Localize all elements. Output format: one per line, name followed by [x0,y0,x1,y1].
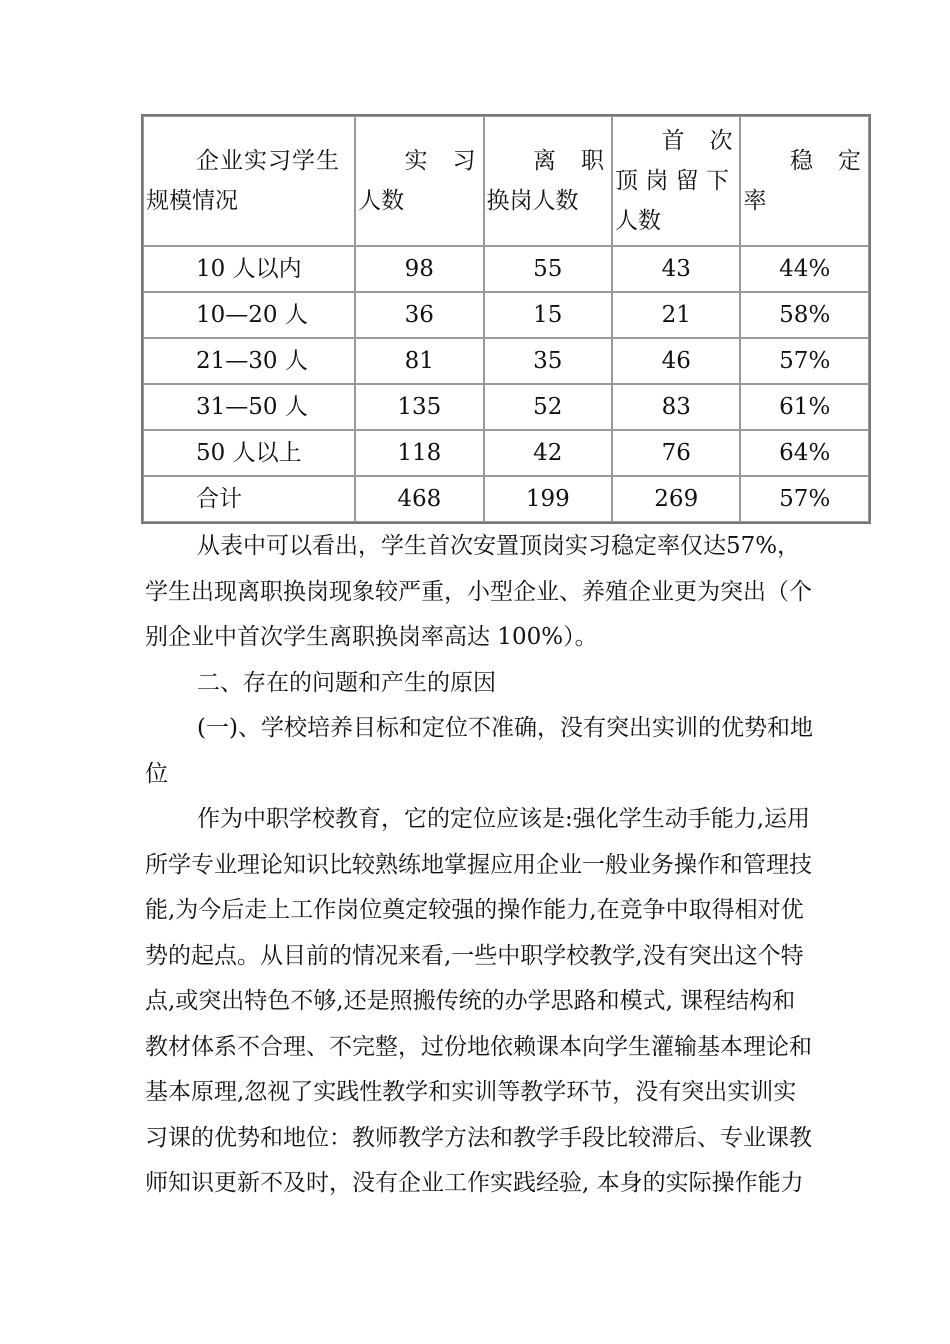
table-cell: 76 [612,430,740,476]
header-line: 规模情况 [146,188,238,214]
header-line: 人数 [615,208,662,234]
table-cell: 46 [612,338,740,384]
table-cell: 15 [484,292,612,338]
header-line: 人数 [358,188,405,214]
section-heading: 二、存在的问题和产生的原因 [197,669,496,696]
table-row [143,246,869,292]
table-cell: 35 [484,338,612,384]
body-text [145,524,815,1207]
paragraph-table-summary: 从表中可以看出，学生首次安置顶岗实习稳定率仅达57%，学生出现离职换岗现象较严重，小型企业、养殖企业更为突出（个别企业中首次学生离职换岗率高达 100%）。 [145,533,812,650]
table-cell: 135 [355,384,483,430]
table-cell: 118 [355,430,483,476]
header-line: 首 次 [661,128,734,154]
header-line: 顶 岗 留 下 [615,168,729,194]
internship-stability-table [141,114,871,524]
header-retained-count [612,116,740,246]
table-cell: 52 [484,384,612,430]
table-cell: 31—50 人 [143,384,355,430]
table-cell: 21 [612,292,740,338]
header-line: 换岗人数 [486,188,579,214]
table-cell: 57% [740,338,869,384]
header-enterprise-scale [143,116,355,246]
header-line: 率 [743,188,767,214]
table-cell: 199 [484,476,612,522]
table-cell: 57% [740,476,869,522]
header-stability-rate [740,116,869,246]
table-cell: 468 [355,476,483,522]
table-cell: 42 [484,430,612,476]
table-row [143,430,869,476]
table-cell: 81 [355,338,483,384]
table-row [143,292,869,338]
table-cell: 44% [740,246,869,292]
subsection-heading: (一)、学校培养目标和定位不准确，没有突出实训的优势和地位 [145,715,813,787]
table-cell: 10—20 人 [143,292,355,338]
header-line: 企业实习学生 [196,148,340,174]
table-cell: 43 [612,246,740,292]
header-line: 离 职 [533,148,606,174]
header-intern-count [355,116,483,246]
table-cell: 36 [355,292,483,338]
table-cell: 98 [355,246,483,292]
table-cell: 55 [484,246,612,292]
table-row-total [143,476,869,522]
table-cell: 64% [740,430,869,476]
table-cell: 269 [612,476,740,522]
table-cell: 83 [612,384,740,430]
table-cell: 61% [740,384,869,430]
paragraph-positioning: 作为中职学校教育，它的定位应该是:强化学生动手能力,运用所学专业理论知识比较熟练地掌握应用企业一般业务操作和管理技能,为今后走上工作岗位奠定较强的操作能力,在竞争中取得相对优势的起点。从目前的情况来看,一些中职学校教学,没有突出这个特点,或突出特色不够,还是照搬传统的办学思路和模式, 课程结构和教材体系不合理、不完整，过份地依赖课本向学生灌输基本理论和基本原理,忽视了实践性教学和实训等教学环节，没有突出实训实习课的优势和地位：教师教学方法和教学手段比较滞后、专业课教师知识更新不及时，没有企业工作实践经验, 本身的实际操作能力 [145,806,812,1196]
header-line: 稳 定 [790,148,862,174]
table-row [143,338,869,384]
table-cell: 21—30 人 [143,338,355,384]
table-cell: 10 人以内 [143,246,355,292]
header-resigned-count [484,116,612,246]
table-cell: 58% [740,292,869,338]
table-header-row [143,116,869,246]
header-line: 实 习 [404,148,477,174]
table-cell: 合计 [143,476,355,522]
table-row [143,384,869,430]
table-cell: 50 人以上 [143,430,355,476]
